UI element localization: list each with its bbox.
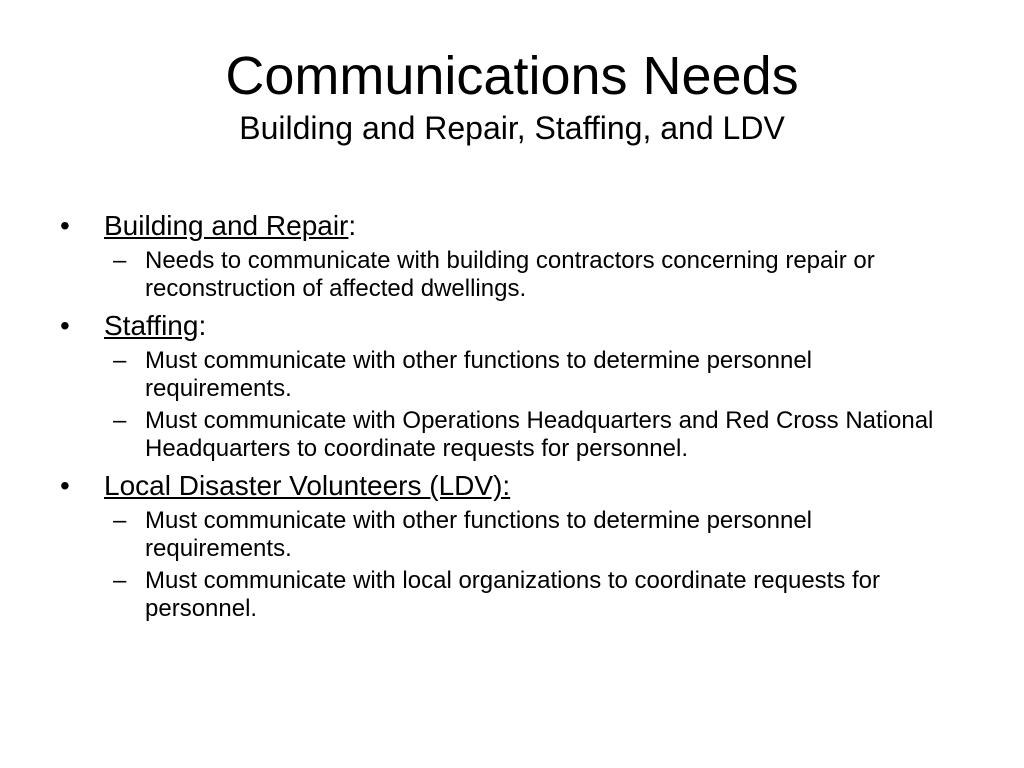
bullet-label [104, 209, 356, 243]
sub-bullet-item [113, 567, 956, 623]
sub-bullet-dash: – [113, 567, 127, 594]
sub-bullet-dash: – [113, 247, 127, 274]
sub-bullet-item [113, 247, 956, 303]
sub-bullet-text: Must communicate with other functions to determine personnel requirements. [145, 507, 812, 562]
bullet-suffix: : [198, 310, 207, 341]
sub-bullet-dash: – [113, 407, 127, 434]
bullet-marker: • [60, 210, 70, 241]
sub-bullet-text: Must communicate with other functions to determine personnel requirements. [145, 347, 812, 402]
bullet-item [56, 469, 956, 503]
sub-bullet-text: Must communicate with local organizations to coordinate requests for personnel. [145, 567, 881, 622]
sub-bullet-item [113, 407, 956, 463]
sub-bullet-item [113, 347, 956, 403]
bullet-suffix: : [348, 210, 357, 241]
bullet-heading: Building and Repair [104, 210, 349, 241]
bullet-marker: • [60, 310, 70, 341]
slide-subtitle: Building and Repair, Staffing, and LDV [239, 110, 785, 146]
bullet-heading: Local Disaster Volunteers (LDV): [104, 470, 511, 501]
bullet-item [56, 309, 956, 343]
sub-bullet-item [113, 507, 956, 563]
sub-bullet-text: Needs to communicate with building contractors concerning repair or reconstruction of affected dwellings. [145, 247, 875, 302]
sub-bullet-dash: – [113, 347, 127, 374]
bullet-label [104, 309, 206, 343]
slide-title: Communications Needs [225, 46, 799, 106]
bullet-label [104, 469, 510, 503]
bullet-marker: • [60, 470, 70, 501]
bullet-list [56, 203, 956, 623]
title-block [0, 44, 1024, 148]
sub-bullet-text: Must communicate with Operations Headquarters and Red Cross National Headquarters to coordinate requests for personnel. [145, 407, 934, 462]
sub-bullet-dash: – [113, 507, 127, 534]
bullet-heading: Staffing [104, 310, 199, 341]
bullet-item [56, 209, 956, 243]
